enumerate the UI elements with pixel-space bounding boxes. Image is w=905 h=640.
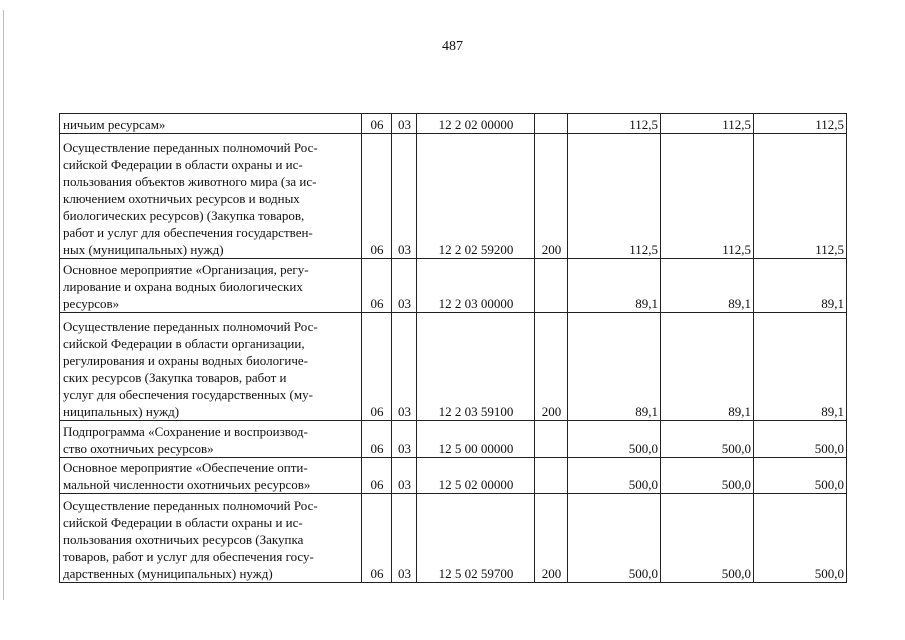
cell-subsection: 03 xyxy=(392,494,417,583)
cell-section: 06 xyxy=(362,134,392,259)
scan-edge-line xyxy=(3,10,4,600)
cell-amount-2: 500,0 xyxy=(661,494,754,583)
cell-expense-type xyxy=(535,421,568,458)
table-row xyxy=(60,458,847,494)
cell-section: 06 xyxy=(362,313,392,421)
budget-table xyxy=(59,113,847,583)
cell-target-code: 12 5 00 00000 xyxy=(417,421,535,458)
cell-target-code: 12 5 02 59700 xyxy=(417,494,535,583)
cell-description: Основное мероприятие «Обеспечение опти- мальной численности охотничьих ресурсов» xyxy=(60,458,362,494)
cell-amount-3: 112,5 xyxy=(754,134,847,259)
cell-subsection: 03 xyxy=(392,259,417,313)
cell-subsection: 03 xyxy=(392,134,417,259)
cell-amount-1: 112,5 xyxy=(568,134,661,259)
cell-amount-1: 500,0 xyxy=(568,494,661,583)
cell-amount-3: 500,0 xyxy=(754,494,847,583)
cell-amount-2: 89,1 xyxy=(661,313,754,421)
cell-amount-2: 500,0 xyxy=(661,421,754,458)
cell-section: 06 xyxy=(362,458,392,494)
cell-expense-type xyxy=(535,259,568,313)
cell-amount-3: 89,1 xyxy=(754,259,847,313)
cell-target-code: 12 2 03 00000 xyxy=(417,259,535,313)
page-number: 487 xyxy=(442,39,463,54)
table-row xyxy=(60,494,847,583)
cell-expense-type xyxy=(535,458,568,494)
table-row xyxy=(60,259,847,313)
cell-description: Подпрограмма «Сохранение и воспроизвод- ство охотничьих ресурсов» xyxy=(60,421,362,458)
cell-amount-2: 500,0 xyxy=(661,458,754,494)
cell-expense-type: 200 xyxy=(535,313,568,421)
cell-section: 06 xyxy=(362,259,392,313)
table-body xyxy=(60,114,847,583)
cell-target-code: 12 2 03 59100 xyxy=(417,313,535,421)
table-row xyxy=(60,114,847,134)
cell-subsection: 03 xyxy=(392,421,417,458)
cell-amount-1: 89,1 xyxy=(568,313,661,421)
cell-amount-2: 112,5 xyxy=(661,134,754,259)
cell-description: Основное мероприятие «Организация, регу- лирование и охрана водных биологических ресурсов» xyxy=(60,259,362,313)
table-row xyxy=(60,134,847,259)
cell-description: Осуществление переданных полномочий Рос- сийской Федерации в области организации, регулирования и охраны водных биологиче- ских ресурсов (Закупка товаров, работ и услуг для обеспечения государственных (му- ниципальных) нужд) xyxy=(60,313,362,421)
cell-target-code: 12 2 02 59200 xyxy=(417,134,535,259)
cell-description: Осуществление переданных полномочий Рос- сийской Федерации в области охраны и ис- пользования объектов животного мира (за ис- ключением охотничьих ресурсов и водных биологических ресурсов) (Закупка товаров, работ и услуг для обеспечения государствен- ных (муниципальных) нужд) xyxy=(60,134,362,259)
cell-target-code: 12 5 02 00000 xyxy=(417,458,535,494)
cell-amount-1: 500,0 xyxy=(568,458,661,494)
cell-expense-type: 200 xyxy=(535,494,568,583)
cell-description: ничьим ресурсам» xyxy=(60,114,362,134)
cell-subsection: 03 xyxy=(392,458,417,494)
cell-section: 06 xyxy=(362,114,392,134)
cell-amount-3: 500,0 xyxy=(754,458,847,494)
cell-expense-type: 200 xyxy=(535,134,568,259)
cell-amount-2: 89,1 xyxy=(661,259,754,313)
cell-amount-3: 500,0 xyxy=(754,421,847,458)
cell-subsection: 03 xyxy=(392,313,417,421)
cell-amount-1: 112,5 xyxy=(568,114,661,134)
cell-amount-3: 112,5 xyxy=(754,114,847,134)
cell-section: 06 xyxy=(362,421,392,458)
cell-description: Осуществление переданных полномочий Рос- сийской Федерации в области охраны и ис- пользования охотничьих ресурсов (Закупка товаров, работ и услуг для обеспечения госу- дарственных (муниципальных) нужд) xyxy=(60,494,362,583)
table-row xyxy=(60,421,847,458)
cell-amount-3: 89,1 xyxy=(754,313,847,421)
cell-section: 06 xyxy=(362,494,392,583)
cell-expense-type xyxy=(535,114,568,134)
cell-amount-1: 89,1 xyxy=(568,259,661,313)
table-row xyxy=(60,313,847,421)
cell-amount-1: 500,0 xyxy=(568,421,661,458)
cell-subsection: 03 xyxy=(392,114,417,134)
cell-target-code: 12 2 02 00000 xyxy=(417,114,535,134)
cell-amount-2: 112,5 xyxy=(661,114,754,134)
